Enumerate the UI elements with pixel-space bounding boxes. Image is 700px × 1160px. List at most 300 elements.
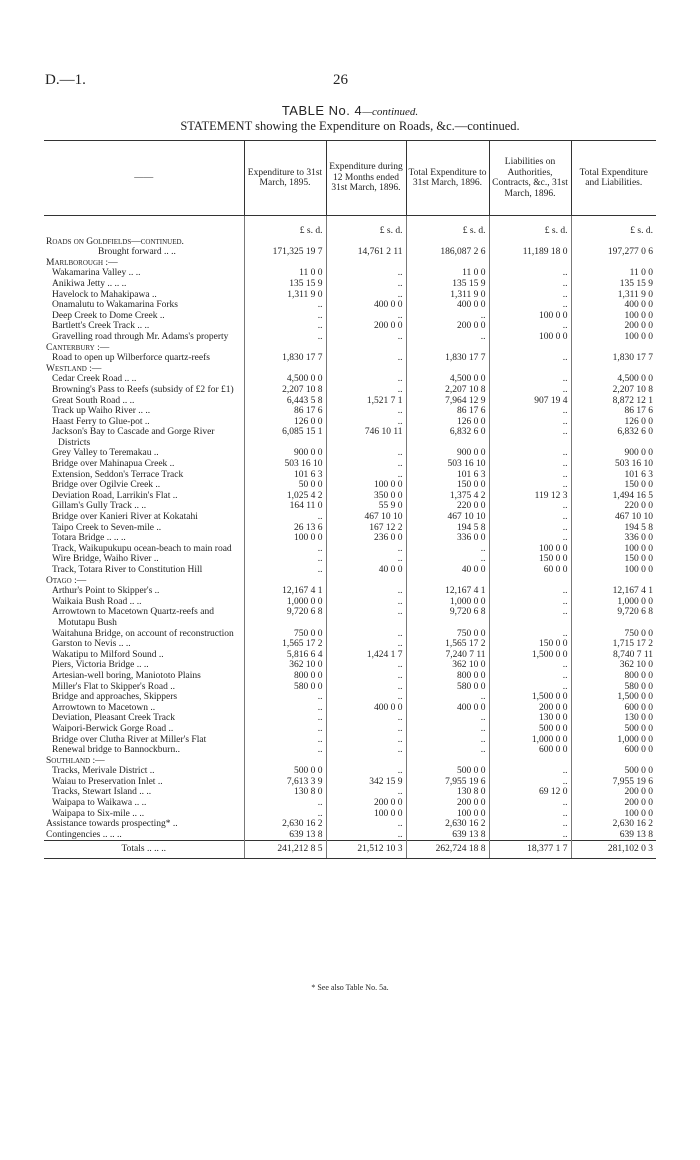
- total-amount-cell: 241,212 8 5: [244, 841, 326, 859]
- amount-cell: 11 0 0: [244, 268, 326, 279]
- row-description: Piers, Victoria Bridge .. ..: [52, 660, 149, 671]
- amount-cell: [406, 576, 489, 587]
- amount-cell: 100 0 0: [489, 544, 571, 555]
- table-row: [44, 332, 656, 343]
- amount-cell: 580 0 0: [571, 682, 656, 693]
- amount-cell: ..: [326, 766, 406, 777]
- amount-cell: 900 0 0: [571, 448, 656, 459]
- amount-cell: 1,500 0 0: [571, 692, 656, 703]
- amount-cell: [406, 756, 489, 767]
- amount-cell: 1,500 0 0: [489, 650, 571, 661]
- amount-cell: 750 0 0: [406, 629, 489, 640]
- table-row: [44, 353, 656, 364]
- amount-cell: 2,630 16 2: [571, 819, 656, 830]
- amount-cell: ..: [489, 533, 571, 544]
- amount-cell: 150 0 0: [489, 554, 571, 565]
- amount-cell: ..: [326, 374, 406, 385]
- amount-cell: ..: [406, 332, 489, 343]
- totals-label: Totals .. .. ..: [44, 841, 244, 859]
- totals-row: [44, 841, 656, 859]
- amount-cell: 2,207 10 8: [406, 385, 489, 396]
- amount-cell: ..: [489, 682, 571, 693]
- amount-cell: 750 0 0: [571, 629, 656, 640]
- table-row: [44, 650, 656, 661]
- row-description: Great South Road .. ..: [52, 395, 135, 406]
- row-description: Anikiwa Jetty .. .. ..: [52, 278, 127, 289]
- amount-cell: ..: [326, 279, 406, 290]
- amount-cell: 900 0 0: [406, 448, 489, 459]
- amount-cell: ..: [489, 819, 571, 830]
- amount-cell: 400 0 0: [326, 703, 406, 714]
- amount-cell: 639 13 8: [571, 830, 656, 841]
- table-row: [44, 417, 656, 428]
- row-description: Havelock to Mahakipawa ..: [52, 289, 157, 300]
- row-description: Bartlett's Creek Track .. ..: [52, 321, 150, 332]
- amount-cell: 1,715 17 2: [571, 639, 656, 650]
- amount-cell: [326, 258, 406, 269]
- unit-cell: £ s. d.: [571, 216, 656, 237]
- amount-cell: 8,872 12 1: [571, 396, 656, 407]
- amount-cell: 600 0 0: [571, 745, 656, 756]
- amount-cell: 5,816 6 4: [244, 650, 326, 661]
- amount-cell: ..: [244, 713, 326, 724]
- amount-cell: [406, 364, 489, 375]
- column-header-total-expenditure-liabilities: Total Expenditure and Liabilities.: [571, 141, 656, 216]
- column-header-description: ——: [44, 141, 244, 216]
- row-description: Bridge and approaches, Skippers: [52, 692, 178, 703]
- table-row: [44, 554, 656, 565]
- amount-cell: 150 0 0: [489, 639, 571, 650]
- amount-cell: 639 13 8: [406, 830, 489, 841]
- row-description: Deviation, Pleasant Creek Track: [52, 713, 175, 724]
- amount-cell: 130 0 0: [571, 713, 656, 724]
- amount-cell: 200 0 0: [571, 787, 656, 798]
- amount-cell: 1,025 4 2: [244, 491, 326, 502]
- row-description: Waiau to Preservation Inlet ..: [52, 776, 163, 787]
- table-title-main: TABLE No. 4: [281, 103, 363, 118]
- row-description: Brought forward .. ..: [98, 247, 176, 258]
- amount-cell: 130 8 0: [406, 787, 489, 798]
- column-header-total-expenditure: Total Expenditure to 31st March, 1896.: [406, 141, 489, 216]
- amount-cell: 9,720 6 8: [244, 607, 326, 628]
- table-row: [44, 830, 656, 841]
- row-description: Haast Ferry to Glue-pot ..: [52, 416, 150, 427]
- document-reference: D.—1.: [45, 72, 86, 88]
- amount-cell: 100 0 0: [571, 565, 656, 576]
- table-row: [44, 396, 656, 407]
- column-header-expenditure-12-months: Expenditure during 12 Months ended 31st March, 1896.: [326, 141, 406, 216]
- amount-cell: 400 0 0: [326, 300, 406, 311]
- amount-cell: ..: [326, 713, 406, 724]
- row-description: Jackson's Bay to Cascade and Gorge River Districts: [52, 427, 217, 448]
- amount-cell: 500 0 0: [571, 766, 656, 777]
- amount-cell: 2,207 10 8: [571, 385, 656, 396]
- amount-cell: [489, 343, 571, 354]
- amount-cell: ..: [489, 830, 571, 841]
- amount-cell: [489, 258, 571, 269]
- amount-cell: 40 0 0: [406, 565, 489, 576]
- amount-cell: ..: [489, 300, 571, 311]
- amount-cell: 1,521 7 1: [326, 396, 406, 407]
- amount-cell: [571, 364, 656, 375]
- table-row: [44, 300, 656, 311]
- row-description: Roads on Goldfields—continued.: [46, 236, 184, 247]
- amount-cell: 362 10 0: [244, 660, 326, 671]
- table-row: [44, 819, 656, 830]
- amount-cell: 467 10 10: [326, 512, 406, 523]
- table-row: [44, 629, 656, 640]
- table-row: [44, 459, 656, 470]
- amount-cell: 1,000 0 0: [244, 597, 326, 608]
- amount-cell: ..: [244, 692, 326, 703]
- amount-cell: 500 0 0: [489, 724, 571, 735]
- row-description: Deep Creek to Dome Creek ..: [52, 310, 165, 321]
- amount-cell: [326, 364, 406, 375]
- row-description: Gillam's Gully Track .. ..: [52, 501, 147, 512]
- amount-cell: 336 0 0: [571, 533, 656, 544]
- amount-cell: [489, 237, 571, 248]
- amount-cell: ..: [326, 745, 406, 756]
- amount-cell: 600 0 0: [571, 703, 656, 714]
- amount-cell: [489, 364, 571, 375]
- table-body: [44, 216, 656, 859]
- amount-cell: 50 0 0: [244, 480, 326, 491]
- row-description: Gravelling road through Mr. Adams's property: [52, 331, 229, 342]
- row-description: Canterbury :—: [46, 342, 110, 353]
- amount-cell: ..: [326, 385, 406, 396]
- amount-cell: 86 17 6: [571, 406, 656, 417]
- amount-cell: 2,630 16 2: [244, 819, 326, 830]
- amount-cell: 40 0 0: [326, 565, 406, 576]
- amount-cell: ..: [326, 290, 406, 301]
- amount-cell: ..: [489, 629, 571, 640]
- amount-cell: 119 12 3: [489, 491, 571, 502]
- row-description: Otago :—: [46, 575, 87, 586]
- amount-cell: [571, 258, 656, 269]
- amount-cell: 4,500 0 0: [571, 374, 656, 385]
- amount-cell: ..: [406, 745, 489, 756]
- amount-cell: 1,830 17 7: [571, 353, 656, 364]
- table-row: [44, 385, 656, 396]
- amount-cell: ..: [326, 787, 406, 798]
- amount-cell: ..: [489, 597, 571, 608]
- table-row: [44, 798, 656, 809]
- amount-cell: [244, 237, 326, 248]
- amount-cell: ..: [244, 798, 326, 809]
- table-row: [44, 491, 656, 502]
- amount-cell: ..: [489, 470, 571, 481]
- row-description: Wakatipu to Milford Sound ..: [52, 649, 164, 660]
- page-number: 26: [333, 72, 348, 88]
- amount-cell: 467 10 10: [406, 512, 489, 523]
- amount-cell: 126 0 0: [406, 417, 489, 428]
- amount-cell: ..: [489, 766, 571, 777]
- units-row: [44, 216, 656, 237]
- amount-cell: 800 0 0: [244, 671, 326, 682]
- amount-cell: ..: [326, 724, 406, 735]
- amount-cell: [571, 237, 656, 248]
- amount-cell: ..: [489, 353, 571, 364]
- table-row: [44, 364, 656, 375]
- amount-cell: ..: [326, 607, 406, 628]
- amount-cell: 362 10 0: [571, 660, 656, 671]
- amount-cell: 69 12 0: [489, 787, 571, 798]
- amount-cell: ..: [489, 671, 571, 682]
- amount-cell: ..: [489, 374, 571, 385]
- amount-cell: 100 0 0: [326, 480, 406, 491]
- amount-cell: 26 13 6: [244, 523, 326, 534]
- amount-cell: 6,832 6 0: [571, 427, 656, 448]
- amount-cell: ..: [326, 586, 406, 597]
- amount-cell: 9,720 6 8: [571, 607, 656, 628]
- amount-cell: 86 17 6: [244, 406, 326, 417]
- amount-cell: 342 15 9: [326, 777, 406, 788]
- table-row: [44, 374, 656, 385]
- amount-cell: 500 0 0: [244, 766, 326, 777]
- row-description: Westland :—: [46, 363, 102, 374]
- amount-cell: 194 5 8: [571, 523, 656, 534]
- row-description: Totara Bridge .. .. ..: [52, 533, 126, 544]
- total-amount-cell: 21,512 10 3: [326, 841, 406, 859]
- amount-cell: ..: [406, 735, 489, 746]
- table-row: [44, 448, 656, 459]
- amount-cell: [244, 343, 326, 354]
- amount-cell: 362 10 0: [406, 660, 489, 671]
- amount-cell: 1,311 9 0: [244, 290, 326, 301]
- table-row: [44, 586, 656, 597]
- amount-cell: 200 0 0: [326, 798, 406, 809]
- row-description: Extension, Seddon's Terrace Track: [52, 469, 184, 480]
- amount-cell: 8,740 7 11: [571, 650, 656, 661]
- row-description: Track up Waiho River .. ..: [52, 406, 151, 417]
- amount-cell: ..: [244, 809, 326, 820]
- amount-cell: 100 0 0: [571, 544, 656, 555]
- amount-cell: ..: [489, 290, 571, 301]
- expenditure-table: [44, 140, 656, 859]
- row-description: Taipo Creek to Seven-mile ..: [52, 522, 162, 533]
- amount-cell: ..: [244, 703, 326, 714]
- amount-cell: 186,087 2 6: [406, 247, 489, 258]
- amount-cell: 7,964 12 9: [406, 396, 489, 407]
- amount-cell: [406, 258, 489, 269]
- amount-cell: ..: [244, 554, 326, 565]
- amount-cell: 400 0 0: [571, 300, 656, 311]
- amount-cell: ..: [489, 798, 571, 809]
- amount-cell: 600 0 0: [489, 745, 571, 756]
- amount-cell: 100 0 0: [489, 311, 571, 322]
- amount-cell: 6,443 5 8: [244, 396, 326, 407]
- table-row: [44, 533, 656, 544]
- amount-cell: ..: [244, 735, 326, 746]
- amount-cell: ..: [326, 406, 406, 417]
- table-row: [44, 480, 656, 491]
- amount-cell: ..: [326, 597, 406, 608]
- amount-cell: 220 0 0: [571, 501, 656, 512]
- amount-cell: 467 10 10: [571, 512, 656, 523]
- amount-cell: ..: [326, 417, 406, 428]
- amount-cell: 12,167 4 1: [244, 586, 326, 597]
- amount-cell: 135 15 9: [244, 279, 326, 290]
- amount-cell: ..: [326, 544, 406, 555]
- amount-cell: ..: [326, 660, 406, 671]
- amount-cell: 130 0 0: [489, 713, 571, 724]
- amount-cell: 6,085 15 1: [244, 427, 326, 448]
- amount-cell: 101 6 3: [571, 470, 656, 481]
- amount-cell: 1,565 17 2: [406, 639, 489, 650]
- amount-cell: ..: [244, 565, 326, 576]
- amount-cell: ..: [326, 554, 406, 565]
- amount-cell: ..: [244, 745, 326, 756]
- amount-cell: 750 0 0: [244, 629, 326, 640]
- amount-cell: 4,500 0 0: [406, 374, 489, 385]
- amount-cell: ..: [326, 639, 406, 650]
- table-row: [44, 237, 656, 248]
- amount-cell: 1,311 9 0: [571, 290, 656, 301]
- amount-cell: 1,565 17 2: [244, 639, 326, 650]
- amount-cell: [244, 364, 326, 375]
- amount-cell: ..: [489, 523, 571, 534]
- amount-cell: 14,761 2 11: [326, 247, 406, 258]
- row-description: Arthur's Point to Skipper's ..: [52, 586, 160, 597]
- amount-cell: 800 0 0: [571, 671, 656, 682]
- amount-cell: ..: [244, 321, 326, 332]
- row-description: Road to open up Wilberforce quartz-reefs: [52, 353, 210, 364]
- amount-cell: 1,000 0 0: [571, 735, 656, 746]
- table-row: [44, 703, 656, 714]
- amount-cell: ..: [326, 830, 406, 841]
- amount-cell: ..: [244, 332, 326, 343]
- amount-cell: [571, 756, 656, 767]
- table-row: [44, 607, 656, 628]
- amount-cell: 1,830 17 7: [244, 353, 326, 364]
- row-description: Artesian-well boring, Maniototo Plains: [52, 670, 201, 681]
- table-row: [44, 682, 656, 693]
- amount-cell: 200 0 0: [571, 798, 656, 809]
- amount-cell: ..: [406, 544, 489, 555]
- table-row: [44, 660, 656, 671]
- unit-cell: £ s. d.: [244, 216, 326, 237]
- row-description: Miller's Flat to Skipper's Road ..: [52, 681, 175, 692]
- amount-cell: 100 0 0: [571, 332, 656, 343]
- units-label: [44, 216, 244, 237]
- row-description: Grey Valley to Teremakau ..: [52, 448, 159, 459]
- amount-cell: ..: [489, 279, 571, 290]
- table-row: [44, 724, 656, 735]
- amount-cell: ..: [326, 735, 406, 746]
- amount-cell: 100 0 0: [406, 809, 489, 820]
- table-row: [44, 692, 656, 703]
- amount-cell: 101 6 3: [244, 470, 326, 481]
- table-row: [44, 671, 656, 682]
- column-header-liabilities: Liabilities on Authorities, Contracts, &c., 31st March, 1896.: [489, 141, 571, 216]
- amount-cell: ..: [326, 353, 406, 364]
- amount-cell: [326, 343, 406, 354]
- amount-cell: 580 0 0: [406, 682, 489, 693]
- row-description: Garston to Nevis .. ..: [52, 639, 131, 650]
- row-description: Tracks, Stewart Island .. ..: [52, 787, 152, 798]
- table-subtitle: STATEMENT showing the Expenditure on Roads, &c.—continued.: [180, 119, 520, 133]
- amount-cell: 130 8 0: [244, 787, 326, 798]
- row-description: Arrowtown to Macetown ..: [52, 702, 156, 713]
- amount-cell: [244, 756, 326, 767]
- amount-cell: ..: [489, 321, 571, 332]
- amount-cell: 55 9 0: [326, 501, 406, 512]
- amount-cell: ..: [326, 332, 406, 343]
- row-description: Wire Bridge, Waiho River ..: [52, 554, 159, 565]
- table-row: [44, 501, 656, 512]
- row-description: Waikaia Bush Road .. ..: [52, 596, 142, 607]
- row-description: Waipapa to Six-mile .. ..: [52, 808, 145, 819]
- row-description: Wakamarina Valley .. ..: [52, 268, 141, 279]
- footnote: * See also Table No. 5a.: [311, 983, 389, 992]
- row-description: Onamalutu to Wakamarina Forks: [52, 300, 178, 311]
- table-row: [44, 756, 656, 767]
- amount-cell: 200 0 0: [489, 703, 571, 714]
- amount-cell: 12,167 4 1: [406, 586, 489, 597]
- unit-cell: £ s. d.: [406, 216, 489, 237]
- amount-cell: ..: [406, 554, 489, 565]
- amount-cell: 1,000 0 0: [489, 735, 571, 746]
- amount-cell: 1,830 17 7: [406, 353, 489, 364]
- table-row: [44, 809, 656, 820]
- amount-cell: 1,375 4 2: [406, 491, 489, 502]
- row-description: Deviation Road, Larrikin's Flat ..: [52, 490, 178, 501]
- amount-cell: 171,325 19 7: [244, 247, 326, 258]
- amount-cell: ..: [326, 692, 406, 703]
- row-description: Track, Waikupukupu ocean-beach to main road: [52, 543, 232, 554]
- table-title: [0, 103, 700, 118]
- amount-cell: ..: [326, 671, 406, 682]
- amount-cell: [326, 756, 406, 767]
- amount-cell: 11,189 18 0: [489, 247, 571, 258]
- amount-cell: ..: [326, 459, 406, 470]
- table-row: [44, 406, 656, 417]
- amount-cell: 167 12 2: [326, 523, 406, 534]
- total-amount-cell: 281,102 0 3: [571, 841, 656, 859]
- amount-cell: ..: [489, 385, 571, 396]
- row-description: Southland :—: [46, 755, 105, 766]
- amount-cell: 400 0 0: [406, 703, 489, 714]
- amount-cell: 7,240 7 11: [406, 650, 489, 661]
- table-row: [44, 427, 656, 448]
- amount-cell: [571, 343, 656, 354]
- amount-cell: ..: [489, 660, 571, 671]
- amount-cell: [244, 258, 326, 269]
- amount-cell: ..: [489, 417, 571, 428]
- amount-cell: ..: [244, 300, 326, 311]
- amount-cell: 7,955 19 6: [406, 777, 489, 788]
- amount-cell: ..: [406, 724, 489, 735]
- table-row: [44, 639, 656, 650]
- amount-cell: ..: [326, 268, 406, 279]
- amount-cell: 100 0 0: [489, 332, 571, 343]
- row-description: Bridge over Mahinapua Creek ..: [52, 459, 175, 470]
- amount-cell: 336 0 0: [406, 533, 489, 544]
- row-description: Waipori-Berwick Gorge Road ..: [52, 723, 174, 734]
- amount-cell: ..: [326, 819, 406, 830]
- amount-cell: [571, 576, 656, 587]
- amount-cell: 500 0 0: [571, 724, 656, 735]
- row-description: Bridge over Ogilvie Creek ..: [52, 480, 161, 491]
- table-row: [44, 470, 656, 481]
- amount-cell: 4,500 0 0: [244, 374, 326, 385]
- amount-cell: 197,277 0 6: [571, 247, 656, 258]
- amount-cell: ..: [489, 586, 571, 597]
- amount-cell: [326, 237, 406, 248]
- amount-cell: 580 0 0: [244, 682, 326, 693]
- amount-cell: ..: [326, 448, 406, 459]
- amount-cell: ..: [489, 480, 571, 491]
